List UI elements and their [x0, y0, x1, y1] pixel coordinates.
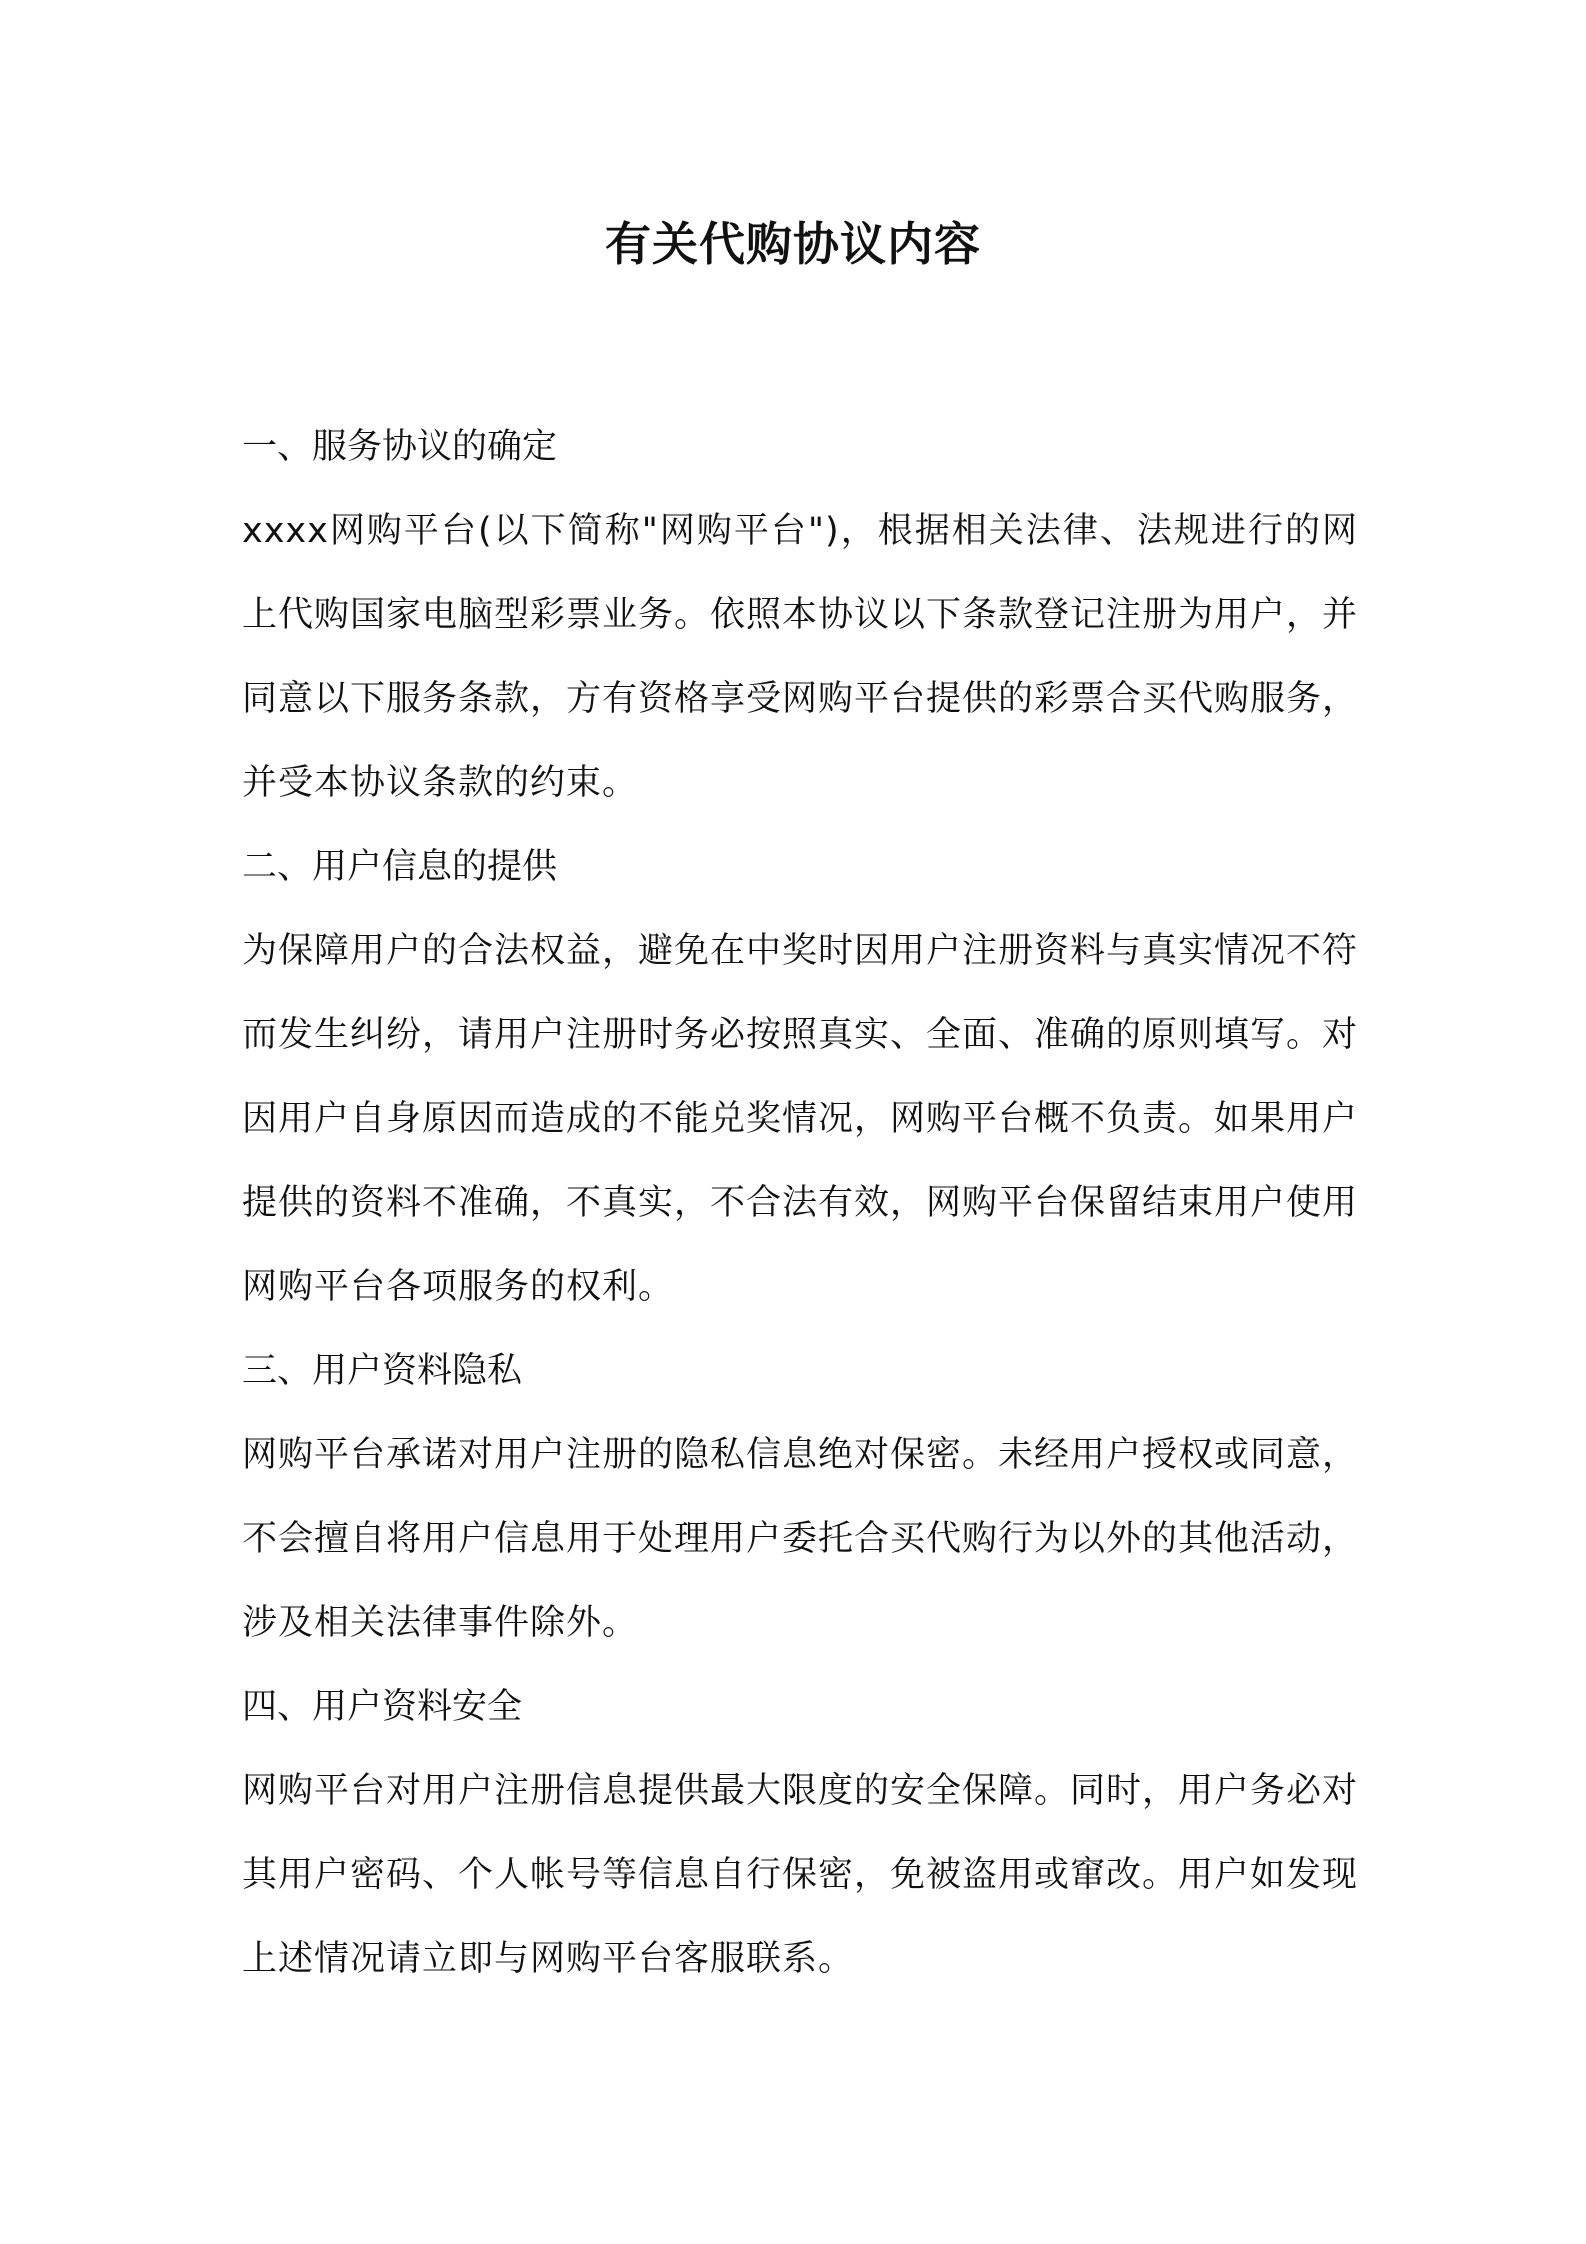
document-title: 有关代购协议内容 [605, 217, 981, 271]
section-user-data-security [242, 1665, 1358, 2001]
section-service-agreement [242, 405, 1358, 825]
section-heading: 二、用户信息的提供 [242, 847, 558, 887]
section-heading: 四、用户资料安全 [242, 1687, 523, 1727]
section-body: 为保障用户的合法权益，避免在中奖时因用户注册资料与真实情况不符而发生纠纷，请用户注册时务必按照真实、全面、准确的原则填写。对因用户自身原因而造成的不能兑奖情况，网购平台概不负责。如果用户提供的资料不准确，不真实，不合法有效，网购平台保留结束用户使用网购平台各项服务的权利。 [242, 931, 1359, 1307]
section-heading: 三、用户资料隐私 [242, 1351, 523, 1391]
section-body: 网购平台承诺对用户注册的隐私信息绝对保密。未经用户授权或同意，不会擅自将用户信息用于处理用户委托合买代购行为以外的其他活动，涉及相关法律事件除外。 [242, 1435, 1359, 1643]
section-heading: 一、服务协议的确定 [242, 427, 558, 467]
section-body: 网购平台对用户注册信息提供最大限度的安全保障。同时，用户务必对其用户密码、个人帐号等信息自行保密，免被盗用或窜改。用户如发现上述情况请立即与网购平台客服联系。 [242, 1771, 1359, 1979]
document-content [242, 405, 1358, 2001]
section-user-info [242, 825, 1358, 1329]
section-user-privacy [242, 1329, 1358, 1665]
section-body: xxxx网购平台(以下简称"网购平台")，根据相关法律、法规进行的网上代购国家电脑型彩票业务。依照本协议以下条款登记注册为用户，并同意以下服务条款，方有资格享受网购平台提供的彩票合买代购服务，并受本协议条款的约束。 [242, 511, 1359, 803]
